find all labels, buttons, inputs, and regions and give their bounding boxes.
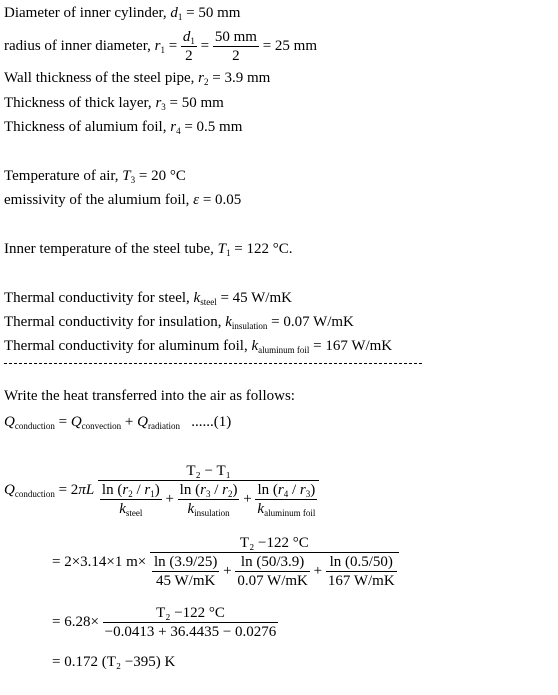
given-r3: Thickness of thick layer, $r_3 = 50$ mm — [4, 95, 224, 112]
given-r1: radius of inner diameter, $r_1$ = $\frac{d_1}{2}$ = $\frac{50 mm}{2}$ = 25 mm — [4, 29, 318, 65]
given-emissivity: emissivity of the alumium foil, ε = 0.05 — [4, 192, 242, 208]
section-divider — [4, 363, 422, 364]
solution-intro: Write the heat transferred into the air as follows: — [4, 388, 295, 404]
given-r4: Thickness of alumium foil, $r_4 = 0.5$ mm — [4, 119, 243, 136]
result-step: = 0.172 (T₂ −395) K — [52, 654, 176, 670]
given-r2: Wall thickness of the steel pipe, $r_2 = 3.9$ mm — [4, 70, 271, 87]
simplified-step: = 6.28× $\frac{\text{T₂ −122 °C}}{-0.0413 + 36.4435 - 0.0276}$ — [52, 605, 277, 640]
simplified-fraction: $\frac{\text{T₂ −122 °C}}{-0.0413 + 36.4435 - 0.0276}$ — [104, 605, 277, 640]
energy-balance-equation: $Q_{conduction} = Q_{convection} + Q_{radiation}$ ......(1) — [4, 414, 232, 431]
given-k-insulation: Thermal conductivity for insulation, $k_{insulation} = 0.07$ W/mK — [4, 314, 354, 331]
given-d1: Diameter of inner cylinder, $d_1 = 50$ mm — [4, 5, 241, 22]
r1-fraction-2: $\frac{50 mm}{2}$ — [214, 29, 257, 65]
given-k-steel: Thermal conductivity for steel, $k_{steel} = 45$ W/mK — [4, 290, 292, 307]
given-t1: Inner temperature of the steel tube, $T_1 = 122$ °C. — [4, 241, 293, 258]
conduction-fraction: T₂ − T₁ $\frac{\ln (r_2 / r_1)}{k_{steel}}$ + $\frac{\ln (r_3 / r_2)}{k_{insulation}}$ + $\frac{\ln (r_4 / r_3)}{k_{aluminum foil}}$ — [98, 462, 319, 518]
given-k-aluminum: Thermal conductivity for aluminum foil, $k_{aluminum foil} = 167$ W/mK — [4, 338, 393, 355]
r1-fraction-1: $\frac{d_1}{2}$ — [182, 29, 195, 65]
substitution-fraction: T₂ −122 °C $\frac{\ln (3.9/25)}{45 W/mK}$ + $\frac{\ln (50/3.9)}{0.07 W/mK}$ + $\frac{\ln (0.5/50)}{167 W/mK}$ — [150, 534, 399, 590]
conduction-formula: $Q_{conduction} = 2\pi L$ T₂ − T₁ $\frac{\ln (r_2 / r_1)}{k_{steel}}$ + $\frac{\ln (r_3 / r_2)}{k_{insulation}}$ + $\frac{\ln (r_4 / r_3)}{k_{aluminum foil}}$ — [4, 462, 319, 518]
given-t3: Temperature of air, $T_3 = 20$ °C — [4, 168, 186, 185]
substitution-step: = 2×3.14×1 m× T₂ −122 °C $\frac{\ln (3.9/25)}{45 W/mK}$ + $\frac{\ln (50/3.9)}{0.07 W/mK}$ + $\frac{\ln (0.5/50)}{167 W/mK}$ — [52, 534, 399, 590]
